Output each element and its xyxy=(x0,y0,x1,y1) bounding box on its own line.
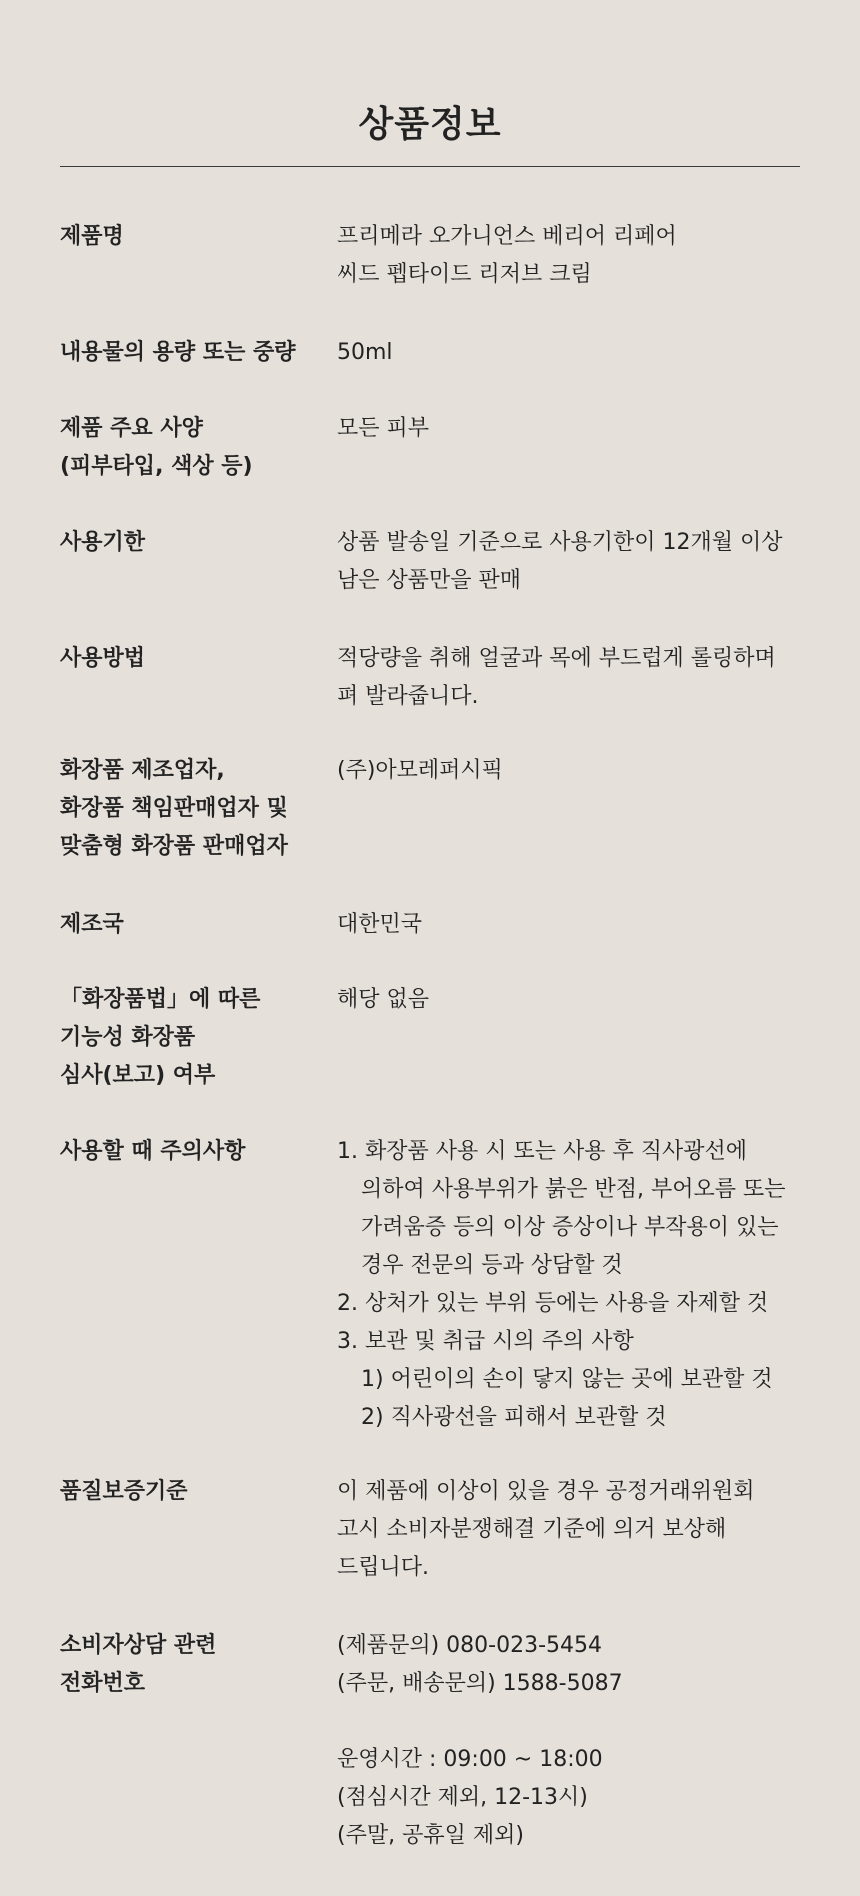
label-line: 맞춤형 화장품 판매업자 xyxy=(60,834,288,859)
label-line: 사용기한 xyxy=(60,530,146,555)
row-label xyxy=(60,906,330,944)
row-value xyxy=(337,1627,807,1855)
row-label xyxy=(60,1627,330,1703)
label-line: 화장품 책임판매업자 및 xyxy=(60,796,288,821)
row-value xyxy=(337,640,807,716)
value-line: 적당량을 취해 얼굴과 목에 부드럽게 롤링하며 xyxy=(337,646,776,671)
row-value xyxy=(337,906,807,944)
label-line: 제조국 xyxy=(60,912,124,937)
value-line: 운영시간 : 09:00 ~ 18:00 xyxy=(337,1747,603,1772)
value-line: 프리메라 오가니언스 베리어 리페어 xyxy=(337,224,677,249)
title-divider xyxy=(60,166,800,167)
page-title: 상품정보 xyxy=(358,104,502,145)
row-label xyxy=(60,334,330,372)
row-value xyxy=(337,334,807,372)
label-line: 사용할 때 주의사항 xyxy=(60,1139,246,1164)
value-line: 펴 발라줍니다. xyxy=(337,684,479,709)
row-label xyxy=(60,218,330,256)
row-value xyxy=(337,981,807,1019)
row-label xyxy=(60,524,330,562)
value-line: 1. 화장품 사용 시 또는 사용 후 직사광선에 xyxy=(337,1139,747,1164)
label-line: 「화장품법」에 따른 xyxy=(60,987,261,1012)
label-line: 전화번호 xyxy=(60,1671,146,1696)
value-line: (제품문의) 080-023-5454 xyxy=(337,1633,603,1658)
value-line: 상품 발송일 기준으로 사용기한이 12개월 이상 xyxy=(337,530,783,555)
row-label xyxy=(60,640,330,678)
value-line: 모든 피부 xyxy=(337,416,430,441)
row-label xyxy=(60,1473,330,1511)
value-line xyxy=(337,1703,807,1741)
label-line: 제품명 xyxy=(60,224,124,249)
label-line: 제품 주요 사양 xyxy=(60,416,203,441)
value-line: 경우 전문의 등과 상담할 것 xyxy=(361,1253,623,1278)
label-line: 사용방법 xyxy=(60,646,146,671)
row-label xyxy=(60,981,330,1095)
value-line: 해당 없음 xyxy=(337,987,430,1012)
row-value xyxy=(337,410,807,448)
value-line: (주말, 공휴일 제외) xyxy=(337,1823,524,1848)
row-value xyxy=(337,1473,807,1587)
label-line: 내용물의 용량 또는 중량 xyxy=(60,340,296,365)
value-line: 드립니다. xyxy=(337,1555,430,1580)
label-line: 기능성 화장품 xyxy=(60,1025,196,1050)
value-line: 1) 어린이의 손이 닿지 않는 곳에 보관할 것 xyxy=(361,1367,773,1392)
value-line: (주문, 배송문의) 1588-5087 xyxy=(337,1671,623,1696)
value-line: 씨드 펩타이드 리저브 크림 xyxy=(337,262,592,287)
value-line: 3. 보관 및 취급 시의 주의 사항 xyxy=(337,1329,634,1354)
row-label xyxy=(60,752,330,866)
row-value xyxy=(337,524,807,600)
label-line: 품질보증기준 xyxy=(60,1479,188,1504)
row-label xyxy=(60,410,330,486)
value-line: 의하여 사용부위가 붉은 반점, 부어오름 또는 xyxy=(361,1177,786,1202)
value-line: 남은 상품만을 판매 xyxy=(337,568,522,593)
row-value xyxy=(337,752,807,790)
value-line: 가려움증 등의 이상 증상이나 부작용이 있는 xyxy=(361,1215,779,1240)
value-line: 50ml xyxy=(337,340,393,365)
row-label xyxy=(60,1133,330,1171)
row-value xyxy=(337,1133,807,1437)
value-line: 2) 직사광선을 피해서 보관할 것 xyxy=(361,1405,667,1430)
value-line: 대한민국 xyxy=(337,912,423,937)
value-line: 2. 상처가 있는 부위 등에는 사용을 자제할 것 xyxy=(337,1291,769,1316)
row-value xyxy=(337,218,807,294)
label-line: 소비자상담 관련 xyxy=(60,1633,217,1658)
value-line: (점심시간 제외, 12-13시) xyxy=(337,1785,588,1810)
value-line: (주)아모레퍼시픽 xyxy=(337,758,503,783)
label-line: 심사(보고) 여부 xyxy=(60,1063,216,1088)
label-line: 화장품 제조업자, xyxy=(60,758,225,783)
value-line: 이 제품에 이상이 있을 경우 공정거래위원회 xyxy=(337,1479,755,1504)
value-line: 고시 소비자분쟁해결 기준에 의거 보상해 xyxy=(337,1517,727,1542)
label-line: (피부타입, 색상 등) xyxy=(60,454,253,479)
